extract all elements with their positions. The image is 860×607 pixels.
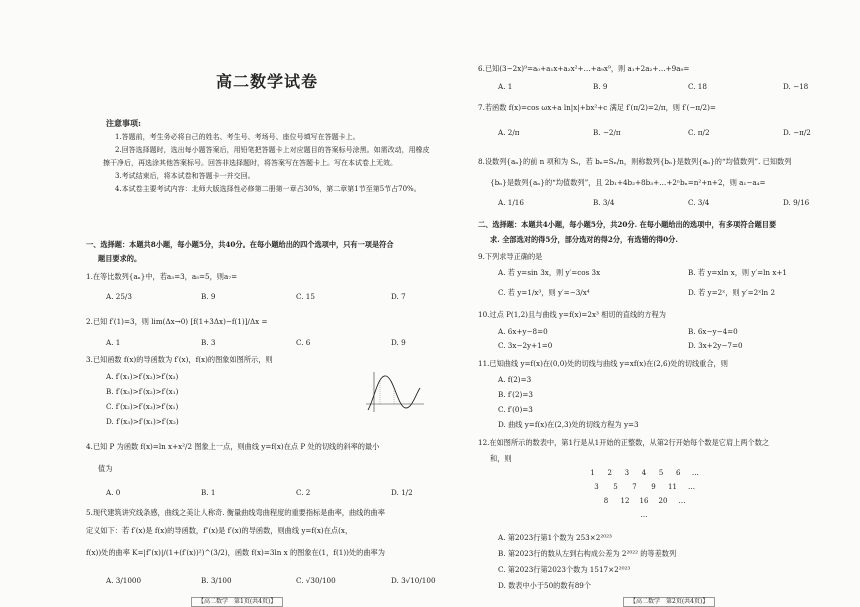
option-a: A. 0 <box>106 488 121 497</box>
option-b: B. 3/4 <box>593 198 615 207</box>
table-cell: 8 <box>603 497 609 505</box>
notice-item: 2.回答选择题时，选出每小题答案后，用铅笔把答题卡上对应题目的答案标号涂黑。如需改动，用橡皮擦干净后，再选涂其他答案标号。回答非选择题时，将答案写在答题卡上。写在本试卷上无效。 <box>103 146 430 167</box>
table-cell: 20 <box>658 497 668 505</box>
table-cell: 5 <box>613 483 618 491</box>
question-6: 6.已知(3−2x)⁹=a₀+a₁x+a₂x²+…+a₉x⁹，则 a₁+2a₂+…+9a₉= <box>478 64 690 73</box>
option-d: D. f′(x₃)>f′(x₁)>f′(x₂) <box>106 417 179 426</box>
option-c: C. 6 <box>296 338 311 347</box>
table-cell: 3 <box>594 483 599 491</box>
option-a: A. f(2)=3 <box>498 375 532 384</box>
option-b: B. 6x−y−4=0 <box>688 327 738 336</box>
question-4-cont: 值为 <box>98 464 113 473</box>
question-4-options <box>106 488 451 497</box>
notice-item: 1.答题前，考生务必将自己的姓名、考生号、考场号、座位号填写在答题卡上。 <box>115 133 360 141</box>
option-b: B. 9 <box>593 82 608 91</box>
table-row <box>584 469 704 483</box>
table-cell: … <box>678 497 686 505</box>
question-2-options <box>106 338 451 347</box>
table-cell: 3 <box>624 469 630 477</box>
option-c: C. 15 <box>296 292 315 301</box>
question-12-cont: 和，则 <box>490 454 512 463</box>
table-row <box>584 511 704 525</box>
option-d: D. 若 y=2ˣ，则 y′=2ˣln 2 <box>688 288 776 297</box>
option-c: C. 第2023行第2023个数为 1517×2²⁰²³ <box>498 565 631 574</box>
table-cell: 12 <box>620 497 630 505</box>
option-a: A. 1 <box>106 338 121 347</box>
question-7: 7.若函数 f(x)=cos ωx+a ln|x|+bx²+c 满足 f′(π/2)=2/π，则 f′(−π/2)= <box>478 103 716 112</box>
option-d: D. 3x+2y−7=0 <box>688 341 743 350</box>
table-cell: 16 <box>639 497 649 505</box>
option-c: C. f′(0)=3 <box>498 405 533 414</box>
table-cell: 7 <box>632 483 637 491</box>
table-cell: 4 <box>641 469 647 477</box>
option-d: D. 曲线 y=f(x)在(2,3)处的切线方程为 y=3 <box>498 420 639 429</box>
option-d: D. 数表中小于50的数有89个 <box>498 581 592 590</box>
option-c: C. 2 <box>296 488 311 497</box>
question-11: 11.已知曲线 y=f(x)在(0,0)处的切线与曲线 y=xf(x)在(2,6)处的切线重合，则 <box>478 359 728 368</box>
option-a: A. 25/3 <box>106 292 132 301</box>
notice-item: 4.本试卷主要考试内容：北师大版选择性必修第二册第一章占30%，第二章第1节至第5节占70%。 <box>115 185 421 193</box>
table-cell: 5 <box>658 469 664 477</box>
question-10: 10.过点 P(1,2)且与曲线 y=f(x)=2x³ 相切的直线的方程为 <box>478 310 666 319</box>
notice-block <box>103 131 433 196</box>
exam-title: 高二数学试卷 <box>215 72 318 91</box>
option-a: A. 1 <box>498 82 513 91</box>
question-5-cont2: f(x))处的曲率 K=|f″(x)|/(1+(f′(x))²)^(3/2)，函数 f(x)=3ln x 的图象在(1，f(1))处的曲率为 <box>86 548 385 557</box>
question-12: 12.在如图所示的数表中，第1行是从1开始的正整数，从第2行开始每个数是它肩上两个数之 <box>478 438 770 447</box>
question-8-options <box>498 198 843 207</box>
question-10-options-ab <box>498 327 838 336</box>
table-cell: 2 <box>607 469 612 477</box>
table-cell: … <box>640 511 648 519</box>
option-d: D. 7 <box>391 292 406 301</box>
question-1-options <box>106 292 451 301</box>
option-a: A. 3/1000 <box>106 576 142 585</box>
option-c: C. 18 <box>688 82 707 91</box>
option-b: B. 第2023行的数从左到右构成公差为 2²⁰²² 的等差数列 <box>498 549 677 558</box>
option-c: C. √30/100 <box>296 576 336 585</box>
option-d: D. 9 <box>391 338 406 347</box>
option-c: C. π/2 <box>688 128 710 137</box>
option-b: B. 1 <box>201 488 216 497</box>
question-2: 2.已知 f′(1)=3，则 lim(Δx→0) [f(1+3Δx)−f(1)]/Δx = <box>86 317 268 326</box>
option-b: B. f′(2)=3 <box>498 390 533 399</box>
question-4: 4.已知 P 为函数 f(x)=ln x+x²/2 图象上一点，则曲线 y=f(x)在点 P 处的切线的斜率的最小 <box>86 442 380 451</box>
option-c: C. 若 y=1/x³，则 y′=−3/x⁴ <box>498 288 590 297</box>
option-d: D. −18 <box>783 82 809 91</box>
option-d: D. 1/2 <box>391 488 413 497</box>
question-5: 5.现代建筑讲究线条感，曲线之美让人称奇. 衡量曲线弯曲程度的重要指标是曲率，曲线的曲率 <box>86 508 385 517</box>
table-cell: 6 <box>676 469 681 477</box>
question-1: 1.在等比数列{aₙ}中，若a₃=3，a₅=5，则a₇= <box>86 272 238 281</box>
page-footer: 【高二数学 第1页(共4页)】 <box>191 597 283 607</box>
section1-heading-cont: 题目要求的。 <box>98 254 142 263</box>
table-cell: 11 <box>668 483 677 491</box>
option-a: A. 6x+y−8=0 <box>498 327 548 336</box>
section2-heading-cont: 求. 全部选对的得5分，部分选对的得2分，有选错的得0分. <box>490 235 678 244</box>
option-a: A. 1/16 <box>498 198 524 207</box>
question-5-cont: 定义如下：若 f′(x)是 f(x)的导函数，f″(x)是 f′(x)的导函数，则曲线 y=f(x)在点(x， <box>86 526 353 535</box>
option-a: A. 若 y=sin 3x，则 y′=cos 3x <box>498 268 601 277</box>
question-10-options-cd <box>498 341 838 350</box>
function-graph <box>364 370 426 414</box>
option-c: C. 3/4 <box>688 198 710 207</box>
number-table <box>584 469 704 525</box>
option-d: D. 9/16 <box>783 198 810 207</box>
question-7-options <box>498 128 843 137</box>
question-3: 3.已知函数 f(x)的导函数为 f′(x)，f(x)的图象如图所示，则 <box>86 355 273 364</box>
table-cell: … <box>691 469 699 477</box>
table-cell: … <box>688 483 695 491</box>
section1-heading: 一、选择题：本题共8小题，每小题5分，共40分。在每小题给出的四个选项中，只有一项是符合 <box>86 240 394 249</box>
question-9-options-ab <box>498 268 838 277</box>
option-a: A. 第2023行第1个数为 253×2²⁰²³ <box>498 533 612 542</box>
page-footer: 【高二数学 第2页(共4页)】 <box>623 597 715 607</box>
option-c: C. f′(x₂)>f′(x₃)>f′(x₁) <box>106 402 179 411</box>
table-cell: 1 <box>590 469 595 477</box>
option-b: B. 3/100 <box>201 576 232 585</box>
option-b: B. f′(x₃)>f′(x₂)>f′(x₁) <box>106 387 179 396</box>
notice-item: 3.考试结束后，将本试卷和答题卡一并交回。 <box>115 172 255 180</box>
table-row <box>584 483 704 497</box>
question-9-options-cd <box>498 288 838 297</box>
notice-heading: 注意事项: <box>106 118 141 128</box>
option-b: B. 9 <box>201 292 216 301</box>
table-row <box>584 497 704 511</box>
option-b: B. −2/π <box>593 128 621 137</box>
question-6-options <box>498 82 843 91</box>
option-d: D. −π/2 <box>783 128 811 137</box>
option-b: B. 若 y=xln x，则 y′=ln x+1 <box>688 268 787 277</box>
section2-heading: 二、选择题：本题共4小题，每小题5分，共20分. 在每小题给出的选项中，有多项符合题目要 <box>478 220 777 229</box>
table-cell: 9 <box>651 483 656 491</box>
question-5-options <box>106 576 461 585</box>
question-9: 9.下列求导正确的是 <box>478 252 543 261</box>
question-8: 8.设数列{aₙ}的前 n 项和为 Sₙ，若 bₙ=Sₙ/n，则称数列{bₙ}是数列{aₙ}的“均值数列”. 已知数列 <box>478 157 792 166</box>
option-b: B. 3 <box>201 338 216 347</box>
option-c: C. 3x−2y+1=0 <box>498 341 553 350</box>
option-a: A. 2/π <box>498 128 520 137</box>
option-a: A. f′(x₁)>f′(x₂)>f′(x₃) <box>106 372 179 381</box>
question-8-cont: {bₙ}是数列{aₙ}的“均值数列”，且 2b₁+4b₂+8b₃+…+2ⁿbₙ=n²+n+2，则 a₁−a₄= <box>490 178 766 187</box>
option-d: D. 3√10/100 <box>391 576 436 585</box>
